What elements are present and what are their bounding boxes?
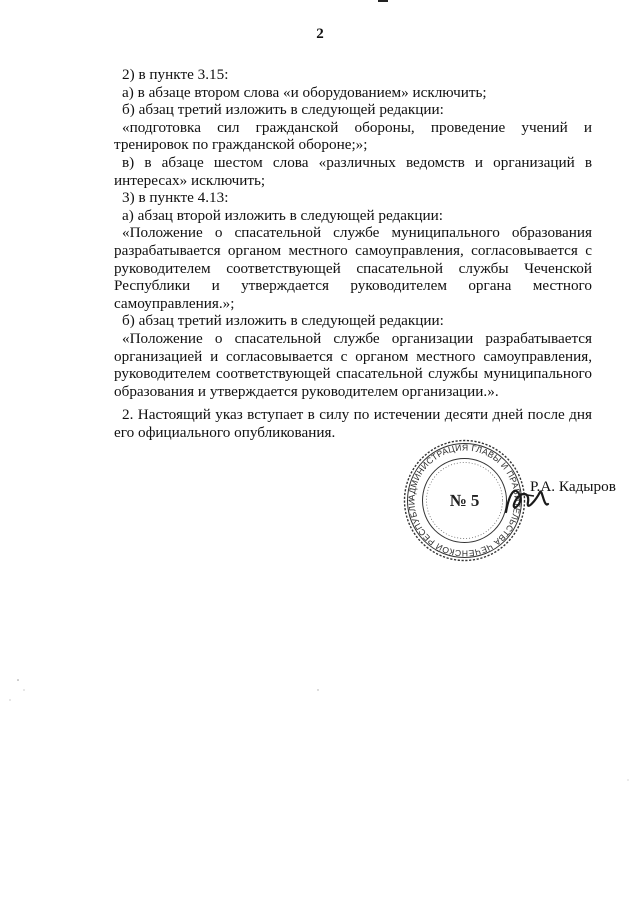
paragraph-entry-into-force: 2. Настоящий указ вступает в силу по истечении десяти дней после дня его официального опубликования. (114, 406, 592, 441)
scan-mark (378, 0, 388, 2)
paragraph-item-2: 2) в пункте 3.15: (122, 66, 229, 83)
seal-ring-text: АДМИНИСТРАЦИЯ ГЛАВЫ И ПРАВИТЕЛЬСТВА ЧЕЧЕНСКОЙ РЕСПУБЛИ (406, 442, 523, 559)
paragraph-sub-b-2: б) абзац третий изложить в следующей редакции: (122, 312, 444, 330)
document-body (114, 66, 592, 441)
seal-number: № 5 (449, 491, 480, 510)
paragraph-sub-a: а) в абзаце втором слова «и оборудованием» исключить; (122, 83, 487, 101)
signature-block (402, 438, 640, 568)
paragraph-sub-v: в) в абзаце шестом слова «различных ведомств и организаций в интересах» исключить; (114, 153, 592, 189)
paragraph-sub-b: б) абзац третий изложить в следующей редакции: (122, 101, 444, 119)
page-number: 2 (316, 26, 324, 42)
paragraph-item-3: 3) в пункте 4.13: (122, 189, 229, 207)
paragraph-quote-organization-service: «Положение о спасательной службе организации разрабатывается организацией и согласовывается с органом местного самоуправления, руководителем соответствующей спасательной службы муниципального образования и утверждается руководителем организации.». (114, 329, 592, 400)
paragraph-quote-civil-defense: «подготовка сил гражданской обороны, проведение учений и тренировок по гражданской обороне;»; (114, 118, 592, 154)
paragraph-sub-a-2: а) абзац второй изложить в следующей редакции: (122, 206, 444, 224)
paragraph-quote-municipal-service: «Положение о спасательной службе муниципального образования разрабатывается органом местного самоуправления, согласовывается с руководителем соответствующей спасательной службы Чеченской Республики и утверждается руководителем органа местного самоуправления.»; (114, 224, 592, 312)
signer-name: Р.А. Кадыров (530, 478, 616, 495)
